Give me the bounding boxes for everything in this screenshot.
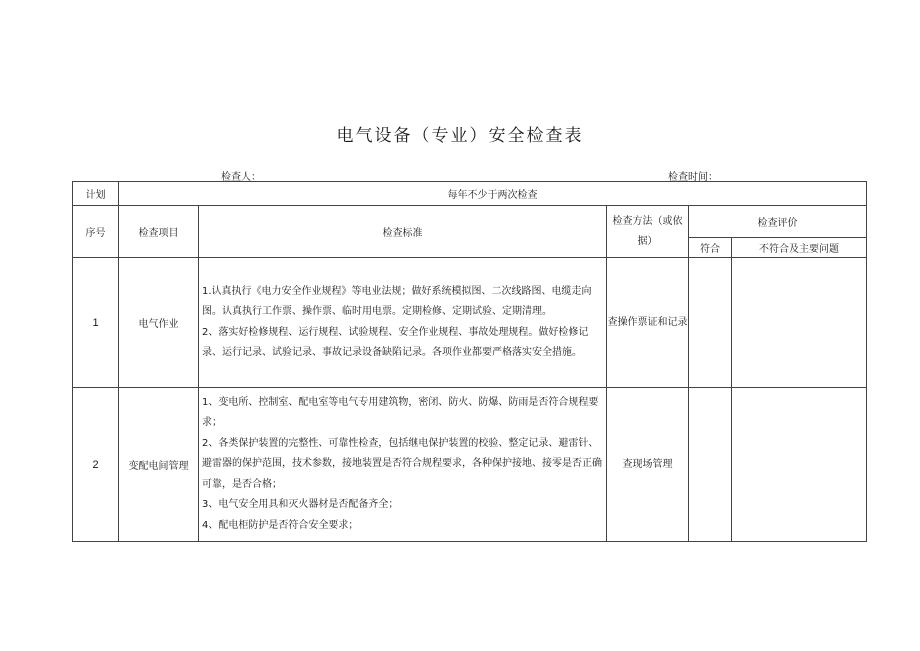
table-row: [73, 258, 867, 388]
row-item: 电气作业: [119, 258, 199, 388]
row-nonconform: [732, 388, 867, 542]
inspect-time-label: 检查时间：: [668, 172, 718, 183]
standard-item: 1、变电所、控制室、配电室等电气专用建筑物，密闭、防火、防爆、防雨是否符合规程要求；: [202, 396, 599, 429]
row-seq: 2: [73, 388, 119, 542]
row-standards: [199, 388, 607, 542]
row-conform: [689, 258, 732, 388]
standard-item: 2、落实好检修规程、运行规程、试验规程、安全作业规程、事故处理规程。做好检修记录、运行记录、试验记录、事故记录设备缺陷记录。各项作业都要严格落实安全措施。: [202, 326, 589, 358]
row-method: 查操作票证和记录: [607, 258, 689, 388]
standard-item: 4、配电柜防护是否符合安全要求；: [202, 519, 359, 531]
standard-item: 2、各类保护装置的完整性、可靠性检查，包括继电保护装置的校验、整定记录、避雷针、避雷器的保护范围，技术参数，接地装置是否符合规程要求，各种保护接地、接零是否正确可靠，是否合格；: [202, 437, 602, 490]
plan-label: 计划: [73, 182, 119, 206]
page-title: 电气设备（专业）安全检查表: [336, 126, 584, 146]
row-conform: [689, 388, 732, 542]
row-standards: [199, 258, 607, 388]
standard-item: 3、电气安全用具和灭火器材是否配备齐全；: [202, 499, 399, 511]
row-nonconform: [732, 258, 867, 388]
row-method: 查现场管理: [607, 388, 689, 542]
header-row-1: [73, 206, 867, 238]
header-seq: 序号: [73, 206, 119, 258]
header-evaluation: 检查评价: [689, 206, 867, 238]
table-row: [73, 388, 867, 542]
inspection-table: [72, 181, 867, 542]
plan-row: [73, 182, 867, 206]
row-item: 变配电间管理: [119, 388, 199, 542]
header-conform: 符合: [689, 238, 732, 258]
inspector-label: 检查人：: [221, 172, 261, 183]
header-standard: 检查标准: [199, 206, 607, 258]
plan-value: 每年不少于两次检查: [119, 182, 867, 206]
header-nonconform: 不符合及主要问题: [732, 238, 867, 258]
row-seq: 1: [73, 258, 119, 388]
standard-item: 1.认真执行《电力安全作业规程》等电业法规；做好系统模拟图、二次线路图、电缆走向图。认真执行工作票、操作票、临时用电票。定期检修、定期试验、定期清理。: [202, 285, 592, 317]
header-method: 检查方法（或依据）: [607, 206, 689, 258]
header-item: 检查项目: [119, 206, 199, 258]
